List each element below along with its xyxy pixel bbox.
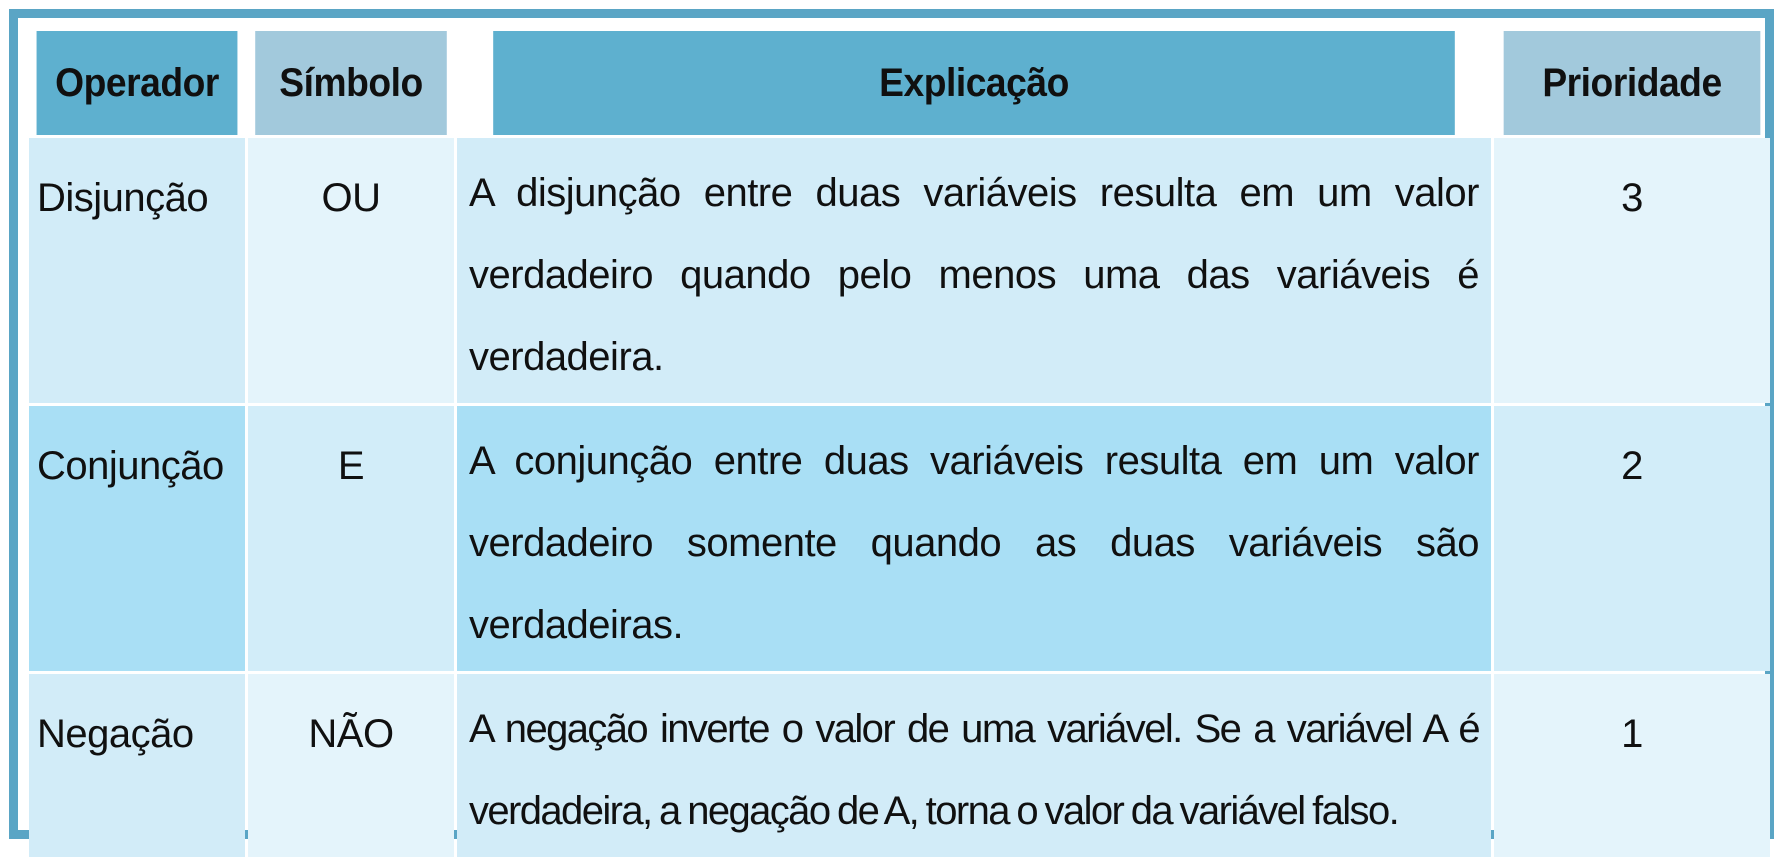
table-row bbox=[29, 138, 1770, 403]
explanation-cell: A conjunção entre duas variáveis resulta em um valor verdadeiro somente quando as duas variáveis são verdadeiras. bbox=[457, 406, 1491, 671]
symbol-cell: OU bbox=[248, 138, 454, 403]
priority-cell: 1 bbox=[1494, 674, 1770, 857]
operator-cell: Disjunção bbox=[29, 138, 245, 403]
explanation-cell: A disjunção entre duas variáveis resulta em um valor verdadeiro quando pelo menos uma das variáveis é verdadeira. bbox=[457, 138, 1491, 403]
priority-cell: 2 bbox=[1494, 406, 1770, 671]
operator-cell: Negação bbox=[29, 674, 245, 857]
header-row bbox=[29, 31, 1770, 135]
symbol-cell: E bbox=[248, 406, 454, 671]
table-row bbox=[29, 674, 1770, 857]
table-row bbox=[29, 406, 1770, 671]
logical-operators-table bbox=[26, 28, 1773, 860]
operator-cell: Conjunção bbox=[29, 406, 245, 671]
header-operator: Operador bbox=[37, 31, 238, 135]
explanation-cell: A negação inverte o valor de uma variável. Se a variável A é verdadeira, a negação de A, torna o valor da variável falso. bbox=[457, 674, 1491, 857]
header-symbol: Símbolo bbox=[255, 31, 447, 135]
table-frame bbox=[9, 9, 1774, 839]
symbol-cell: NÃO bbox=[248, 674, 454, 857]
header-explanation: Explicação bbox=[493, 31, 1455, 135]
header-priority: Prioridade bbox=[1504, 31, 1761, 135]
priority-cell: 3 bbox=[1494, 138, 1770, 403]
